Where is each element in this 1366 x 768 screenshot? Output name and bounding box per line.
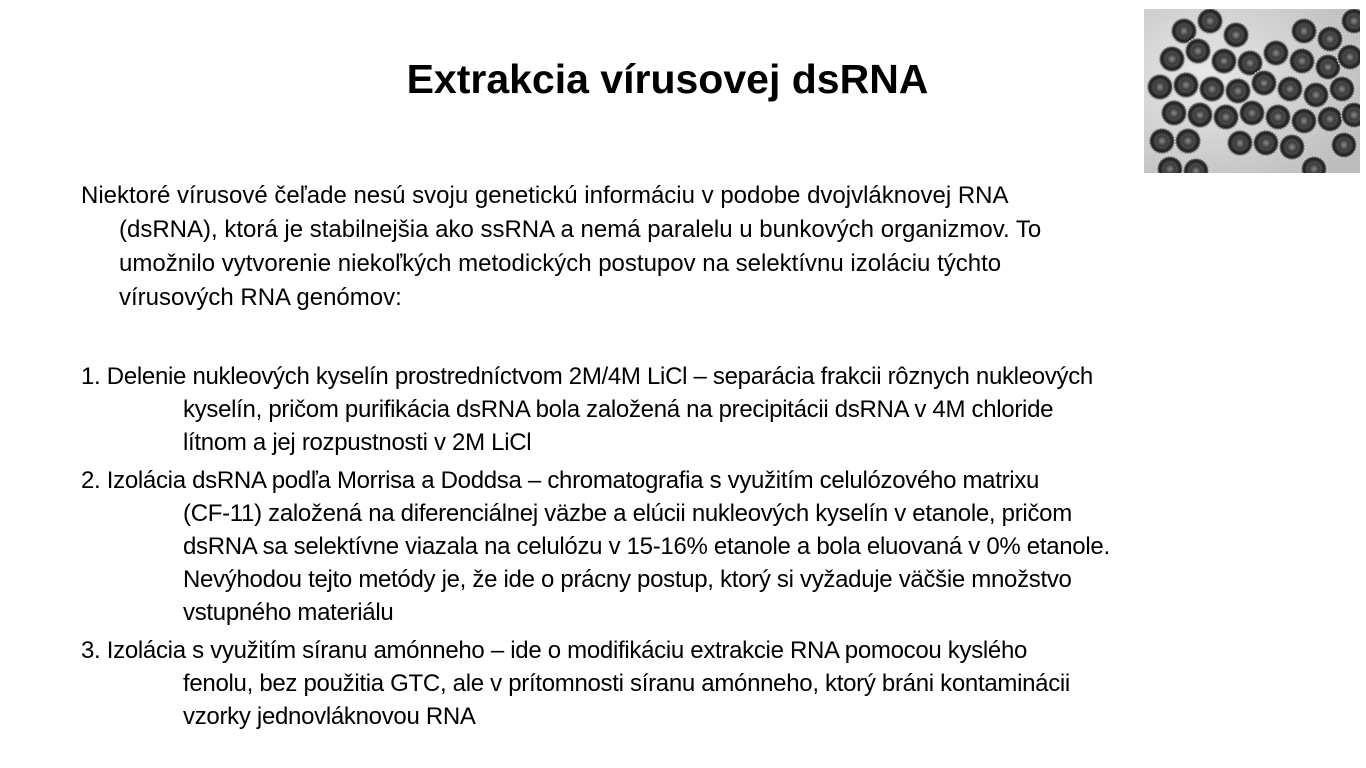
intro-line: Niektoré vírusové čeľade nesú svoju genetickú informáciu v podobe dvojvláknovej RNA xyxy=(81,182,1009,209)
intro-paragraph xyxy=(81,179,1281,315)
intro-line: vírusových RNA genómov: xyxy=(119,284,402,311)
slide-title: Extrakcia vírusovej dsRNA xyxy=(406,56,929,102)
virus-micrograph-image xyxy=(1144,9,1360,173)
method-line: 2. Izolácia dsRNA podľa Morrisa a Doddsa – chromatografia s využitím celulózového matrixu xyxy=(81,467,1040,494)
method-line: vzorky jednovláknovou RNA xyxy=(183,703,476,730)
method-item-ammonium-sulfate xyxy=(81,634,1341,733)
method-line: fenolu, bez použitia GTC, ale v prítomnosti síranu amónneho, ktorý bráni kontaminácii xyxy=(183,670,1070,697)
intro-line: umožnilo vytvorenie niekoľkých metodických postupov na selektívnu izoláciu týchto xyxy=(119,250,1002,277)
method-line: 1. Delenie nukleových kyselín prostredníctvom 2M/4M LiCl – separácia frakcii rôznych nukleových xyxy=(81,363,1093,390)
method-item-lici xyxy=(81,360,1341,459)
method-list xyxy=(81,360,1341,733)
intro-line: (dsRNA), ktorá je stabilnejšia ako ssRNA a nemá paralelu u bunkových organizmov. To xyxy=(119,216,1042,243)
method-line: kyselín, pričom purifikácia dsRNA bola založená na precipitácii dsRNA v 4M chloride xyxy=(183,396,1054,423)
method-line: 3. Izolácia s využitím síranu amónneho – ide o modifikáciu extrakcie RNA pomocou kyslého xyxy=(81,637,1028,664)
method-line: (CF-11) založená na diferenciálnej väzbe a elúcii nukleových kyselín v etanole, pričom xyxy=(183,500,1072,527)
method-line: dsRNA sa selektívne viazala na celulózu v 15-16% etanole a bola eluovaná v 0% etanole. xyxy=(183,533,1110,560)
method-item-morris-dodds xyxy=(81,464,1341,629)
method-line: lítnom a jej rozpustnosti v 2M LiCl xyxy=(183,429,532,456)
method-line: vstupného materiálu xyxy=(183,599,394,626)
method-line: Nevýhodou tejto metódy je, že ide o prácny postup, ktorý si vyžaduje väčšie množstvo xyxy=(183,566,1072,593)
